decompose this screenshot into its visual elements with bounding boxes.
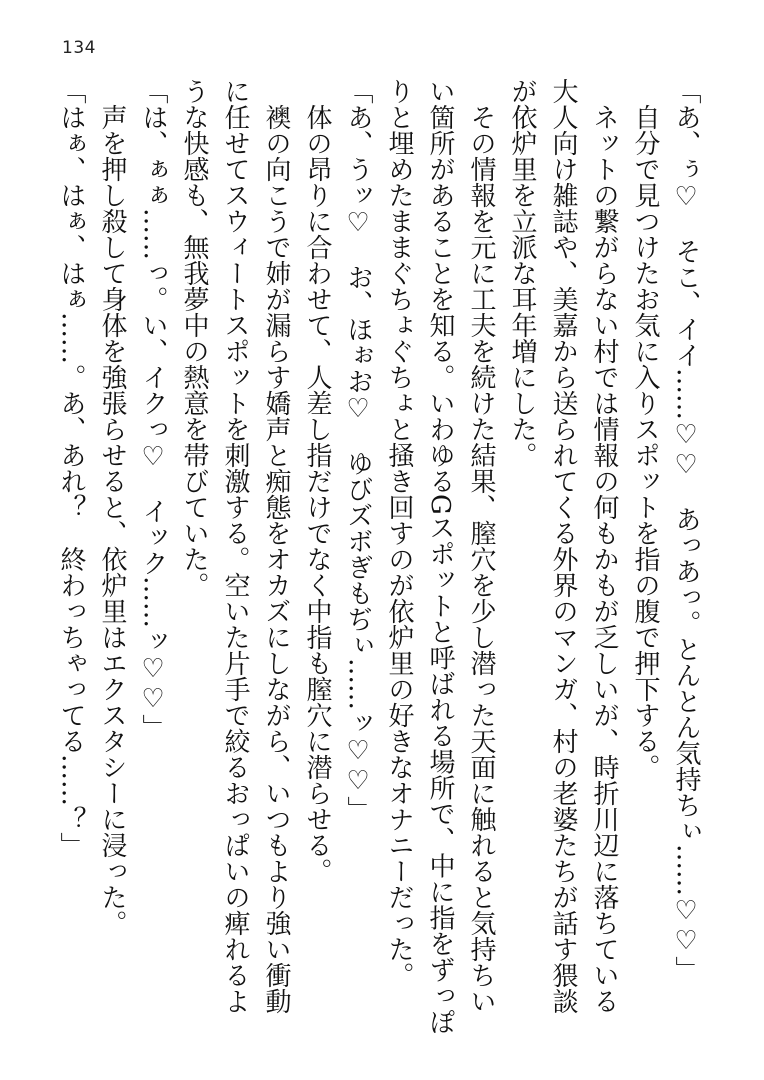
paragraph-narration: 体の昂りに合わせて、人差し指だけでなく中指も膣穴に潜らせる。 <box>302 104 332 884</box>
paragraph-narration: ネットの繋がらない村では情報の何もかもが乏しいが、時折川辺に落ちている大人向け雑誌や、美嘉から送られてくる外界のマンガ、村の老婆たちが話す猥談が依炉里を立派な耳年増にした。 <box>507 78 619 1014</box>
paragraph-narration: その情報を元に工夫を続けた結果、膣穴を少し潜った天面に触れると気持ちいい箇所があることを知る。いわゆるGスポットと呼ばれる場所で、中に指をずっぽりと埋めたままぐちょぐちょと掻き回すのが依炉里の好きなオナニーだった。 <box>384 78 496 1035</box>
paragraph-narration: 自分で見つけたお気に入りスポットを指の腹で押下する。 <box>630 104 660 780</box>
vertical-text-body <box>56 78 706 1038</box>
paragraph-dialogue: 「は、ぁぁ……っ。い、イクっ♡ イック……ッ♡♡」 <box>138 78 168 740</box>
paragraph-dialogue: 「はぁ、はぁ、はぁ……。あ、あれ？ 終わっちゃってる……？」 <box>56 78 86 858</box>
paragraph-narration: 襖の向こうで姉が漏らす嬌声と痴態をオカズにしながら、いつもより強い衝動に任せてスウィートスポットを刺激する。空いた片手で絞るおっぱいの痺れるような快感も、無我夢中の熱意を帯びていた。 <box>179 78 291 1014</box>
paragraph-dialogue: 「あ、うッ♡ お、ほぉお♡ ゆびズボぎもぢぃ……ッ♡♡」 <box>343 78 373 822</box>
paragraph-narration: 声を押し殺して身体を強張らせると、依炉里はエクスタシーに浸った。 <box>97 104 127 936</box>
page-number: 134 <box>62 38 96 58</box>
paragraph-dialogue: 「あ、ぅ♡ そこ、イイ……♡♡ あっあっ。とんとん気持ちぃ……♡♡」 <box>671 78 701 982</box>
